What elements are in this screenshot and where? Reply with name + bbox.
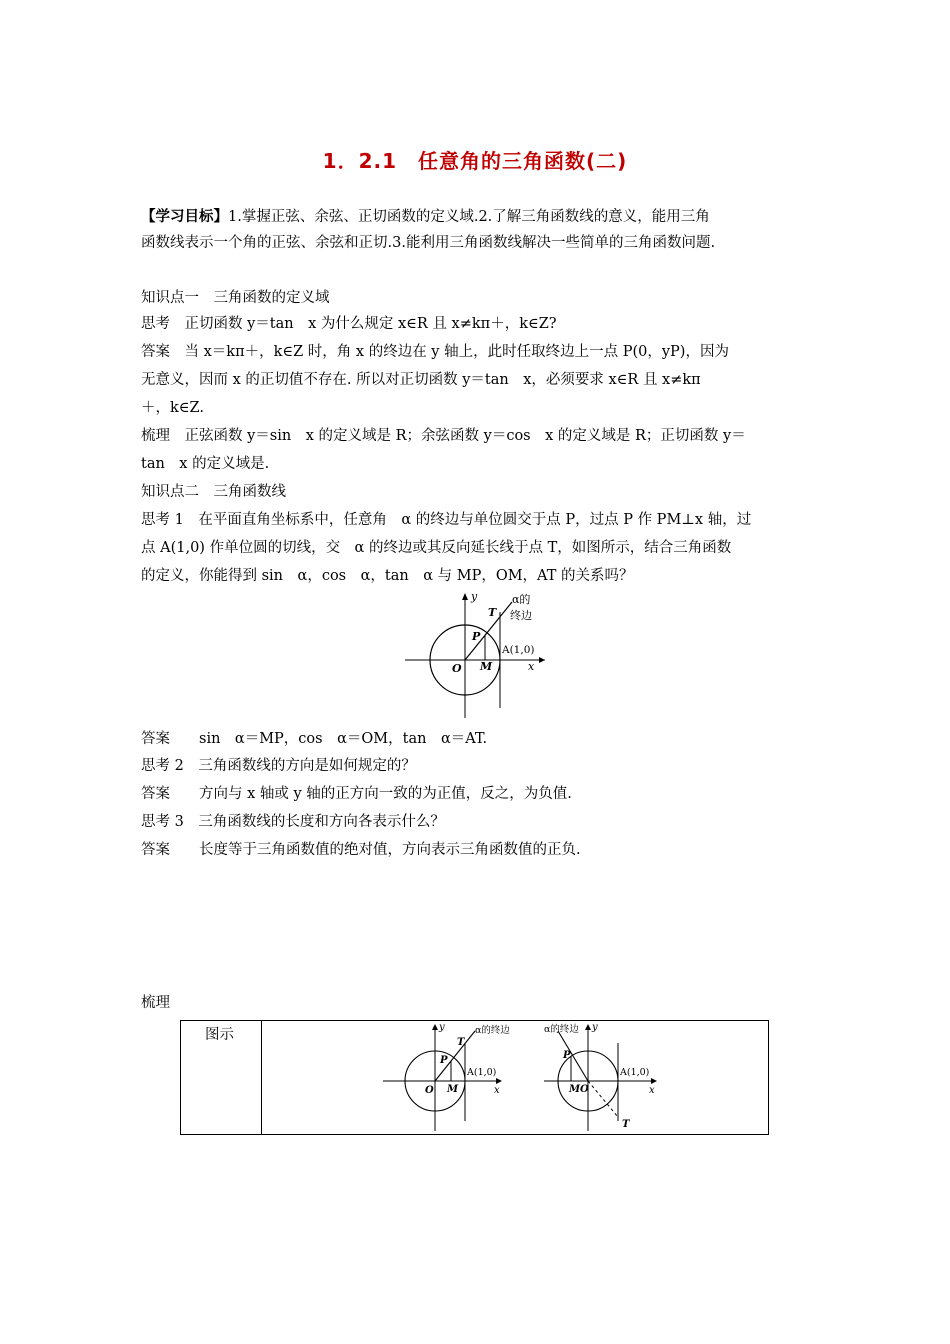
kp1-heading: 知识点一 三角函数的定义域 bbox=[141, 290, 330, 306]
fig-label-a: A(1,0) bbox=[502, 644, 535, 656]
table-figure-quadrant-2 bbox=[536, 1021, 666, 1133]
t2-label-t: T bbox=[622, 1119, 630, 1130]
fig-label-alpha-2: 终边 bbox=[510, 609, 532, 622]
objectives-line-1: 【学习目标】1.掌握正弦、余弦、正切函数的定义域.2.了解三角函数线的意义，能用三角 bbox=[141, 208, 710, 225]
page-title: 1．2.1 任意角的三角函数(二) bbox=[322, 149, 628, 173]
t1-label-t: T bbox=[457, 1037, 465, 1048]
kp2-answer3: 答案 长度等于三角函数值的绝对值，方向表示三角函数值的正负. bbox=[141, 842, 581, 858]
fig-label-y: y bbox=[471, 590, 478, 603]
t2-label-a: A(1,0) bbox=[620, 1067, 650, 1078]
kp1-answer-line-3: ＋，k∈Z. bbox=[141, 400, 204, 416]
kp2-answer2: 答案 方向与 x 轴或 y 轴的正方向一致的为正值，反之，为负值. bbox=[141, 786, 572, 802]
fig-label-alpha-1: α的 bbox=[512, 593, 531, 606]
kp2-think3: 思考 3 三角函数线的长度和方向各表示什么？ bbox=[141, 814, 445, 830]
t1-label-p: P bbox=[440, 1055, 448, 1066]
kp2-think1-line-3: 的定义，你能得到 sin α，cos α，tan α 与 MP，OM，AT 的关系吗？ bbox=[141, 568, 634, 584]
kp2-think1-line-2: 点 A(1,0) 作单位圆的切线，交 α 的终边或其反向延长线于点 T，如图所示，结合三角函数 bbox=[141, 540, 732, 556]
t1-label-a: A(1,0) bbox=[467, 1067, 497, 1078]
table-cell-label: 图示 bbox=[181, 1021, 262, 1134]
t2-label-y: y bbox=[592, 1022, 598, 1033]
kp2-answer1: 答案 sin α＝MP，cos α＝OM，tan α＝AT. bbox=[141, 731, 488, 747]
t1-label-y: y bbox=[439, 1022, 445, 1033]
fig-label-o: O bbox=[452, 662, 462, 675]
kp1-summary-line-1: 梳理 正弦函数 y＝sin x 的定义域是 R；余弦函数 y＝cos x 的定义域是 R；正切函数 y＝ bbox=[141, 428, 746, 444]
fig-label-t: T bbox=[488, 606, 497, 619]
kp1-think: 思考 正切函数 y＝tan x 为什么规定 x∈R 且 x≠kπ＋，k∈Z? bbox=[141, 316, 557, 332]
fig-label-x: x bbox=[528, 660, 535, 673]
t1-label-o: O bbox=[425, 1085, 434, 1096]
summary2-label: 梳理 bbox=[141, 995, 170, 1011]
kp2-think1-line-1: 思考 1 在平面直角坐标系中，任意角 α 的终边与单位圆交于点 P，过点 P 作 PM⊥x 轴，过 bbox=[141, 512, 752, 528]
t2-label-p: P bbox=[563, 1050, 571, 1061]
fig-label-m: M bbox=[480, 660, 493, 673]
kp1-answer-line-2: 无意义，因而 x 的正切值不存在. 所以对正切函数 y＝tan x，必须要求 x∈R 且 x≠kπ bbox=[141, 372, 701, 388]
table-figure-quadrant-1 bbox=[381, 1021, 511, 1133]
kp1-answer-line-1: 答案 当 x＝kπ＋，k∈Z 时，角 x 的终边在 y 轴上，此时任取终边上一点 P(0，yP)，因为 bbox=[141, 344, 729, 360]
t2-label-alpha: α的终边 bbox=[544, 1024, 579, 1035]
t1-label-x: x bbox=[494, 1085, 500, 1096]
t2-label-x: x bbox=[649, 1085, 655, 1096]
summary-table bbox=[180, 1020, 769, 1135]
t1-label-m: M bbox=[447, 1084, 459, 1095]
fig-label-p: P bbox=[472, 630, 481, 643]
kp1-summary-line-2: tan x 的定义域是. bbox=[141, 456, 270, 472]
objectives-label: 【学习目标】 bbox=[141, 208, 228, 225]
unit-circle-figure bbox=[400, 590, 550, 720]
t2-label-o: O bbox=[580, 1084, 589, 1095]
objectives-line-2: 函数线表示一个角的正弦、余弦和正切.3.能利用三角函数线解决一些简单的三角函数问题. bbox=[141, 235, 716, 251]
kp2-heading: 知识点二 三角函数线 bbox=[141, 484, 286, 500]
kp2-think2: 思考 2 三角函数线的方向是如何规定的？ bbox=[141, 758, 416, 774]
t2-label-m: M bbox=[569, 1084, 581, 1095]
t1-label-alpha: α的终边 bbox=[475, 1025, 510, 1036]
